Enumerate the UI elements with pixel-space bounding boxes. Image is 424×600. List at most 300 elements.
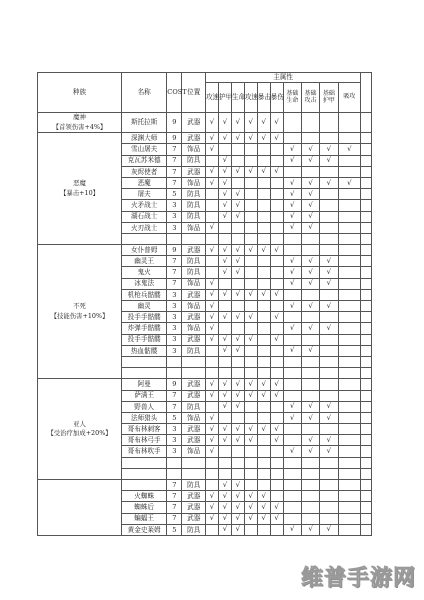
- unit-slot: 防具: [182, 480, 206, 491]
- empty-cell: [301, 491, 319, 502]
- check-mark: √: [301, 144, 319, 155]
- empty-cell: [270, 524, 283, 535]
- check-mark: √: [301, 189, 319, 200]
- empty-cell: [361, 356, 372, 367]
- unit-slot: 武器: [182, 245, 206, 256]
- check-mark: √: [218, 189, 231, 200]
- empty-cell: [244, 524, 257, 535]
- empty-cell: [257, 222, 270, 233]
- empty-cell: [320, 211, 338, 222]
- check-mark: √: [270, 379, 283, 390]
- race-bonus: 【暴击+10】: [59, 188, 100, 197]
- empty-cell: [338, 233, 361, 244]
- empty-cell: [361, 424, 372, 435]
- empty-cell: [206, 256, 219, 267]
- empty-cell: [244, 233, 257, 244]
- empty-cell: [320, 312, 338, 323]
- unit-slot: 防具: [182, 211, 206, 222]
- empty-cell: [338, 312, 361, 323]
- empty-cell: [320, 113, 338, 133]
- empty-cell: [270, 323, 283, 334]
- empty-cell: [270, 211, 283, 222]
- check-mark: √: [257, 379, 270, 390]
- check-mark: √: [206, 446, 219, 457]
- empty-cell: [206, 211, 219, 222]
- unit-cost: 3: [167, 345, 182, 356]
- empty-cell: [231, 468, 244, 479]
- empty-cell: [361, 133, 372, 144]
- check-mark: √: [218, 435, 231, 446]
- unit-name: 黄金史莱姆: [122, 524, 167, 535]
- empty-cell: [301, 390, 319, 401]
- empty-cell: [361, 468, 372, 479]
- empty-cell: [283, 379, 301, 390]
- check-mark: √: [270, 424, 283, 435]
- empty-cell: [257, 368, 270, 379]
- empty-cell: [361, 334, 372, 345]
- empty-cell: [244, 155, 257, 166]
- empty-cell: [338, 166, 361, 177]
- unit-cost: [167, 457, 182, 468]
- empty-cell: [301, 233, 319, 244]
- empty-cell: [301, 166, 319, 177]
- empty-cell: [218, 323, 231, 334]
- empty-cell: [206, 233, 219, 244]
- empty-cell: [361, 323, 372, 334]
- empty-cell: [270, 480, 283, 491]
- check-mark: √: [270, 133, 283, 144]
- check-mark: √: [231, 113, 244, 133]
- empty-cell: [244, 278, 257, 289]
- check-mark: √: [206, 323, 219, 334]
- empty-cell: [231, 222, 244, 233]
- empty-cell: [361, 189, 372, 200]
- unit-name: [122, 233, 167, 244]
- empty-cell: [301, 457, 319, 468]
- empty-cell: [218, 301, 231, 312]
- check-mark: √: [231, 211, 244, 222]
- empty-cell: [257, 480, 270, 491]
- unit-name: 哥布林吹手: [122, 446, 167, 457]
- unit-slot: 饰品: [182, 301, 206, 312]
- unit-name: 投手手骷髅: [122, 312, 167, 323]
- empty-cell: [257, 267, 270, 278]
- race-bonus: 【技能伤害+10%】: [50, 311, 109, 320]
- unit-slot: [182, 368, 206, 379]
- check-mark: √: [206, 379, 219, 390]
- empty-cell: [320, 457, 338, 468]
- check-mark: √: [301, 401, 319, 412]
- check-mark: √: [218, 524, 231, 535]
- unit-name: 鬼火: [122, 267, 167, 278]
- empty-cell: [257, 345, 270, 356]
- watermark-logo: [301, 561, 416, 592]
- empty-cell: [270, 401, 283, 412]
- unit-slot: 武器: [182, 113, 206, 133]
- check-mark: √: [206, 491, 219, 502]
- table-row: [38, 245, 372, 256]
- unit-name: 投手手骷髅: [122, 334, 167, 345]
- empty-cell: [257, 256, 270, 267]
- check-mark: √: [257, 133, 270, 144]
- empty-cell: [244, 177, 257, 188]
- unit-slot: 饰品: [182, 412, 206, 423]
- empty-cell: [257, 356, 270, 367]
- empty-cell: [361, 457, 372, 468]
- check-mark: √: [206, 435, 219, 446]
- empty-cell: [244, 401, 257, 412]
- unit-slot: 饰品: [182, 177, 206, 188]
- empty-cell: [361, 524, 372, 535]
- empty-cell: [270, 233, 283, 244]
- empty-cell: [320, 390, 338, 401]
- empty-cell: [338, 222, 361, 233]
- unit-slot: 武器: [182, 390, 206, 401]
- check-mark: √: [257, 424, 270, 435]
- empty-cell: [257, 435, 270, 446]
- unit-cost: [167, 356, 182, 367]
- empty-cell: [320, 233, 338, 244]
- check-mark: √: [270, 334, 283, 345]
- check-mark: √: [244, 113, 257, 133]
- check-mark: √: [301, 256, 319, 267]
- check-mark: √: [320, 301, 338, 312]
- empty-cell: [257, 312, 270, 323]
- empty-cell: [257, 189, 270, 200]
- empty-cell: [338, 334, 361, 345]
- empty-cell: [301, 502, 319, 513]
- empty-cell: [270, 491, 283, 502]
- check-mark: √: [231, 267, 244, 278]
- unit-cost: 9: [167, 113, 182, 133]
- header-base: 基础生命: [283, 83, 301, 113]
- unit-slot: 饰品: [182, 446, 206, 457]
- check-mark: √: [206, 390, 219, 401]
- check-mark: √: [283, 446, 301, 457]
- unit-cost: 7: [167, 177, 182, 188]
- empty-cell: [361, 513, 372, 524]
- check-mark: √: [218, 502, 231, 513]
- empty-cell: [361, 480, 372, 491]
- empty-cell: [283, 368, 301, 379]
- check-mark: √: [320, 256, 338, 267]
- empty-cell: [257, 278, 270, 289]
- unit-name: 雪山屠夫: [122, 144, 167, 155]
- watermark-text: 维普手游网: [300, 566, 416, 591]
- unit-slot: 武器: [182, 379, 206, 390]
- race-bonus: 【受治疗加成+20%】: [47, 429, 112, 438]
- empty-cell: [257, 334, 270, 345]
- check-mark: √: [231, 502, 244, 513]
- empty-cell: [338, 278, 361, 289]
- empty-cell: [338, 200, 361, 211]
- unit-cost: [167, 368, 182, 379]
- race-cell: [38, 379, 122, 480]
- empty-cell: [338, 524, 361, 535]
- check-mark: √: [338, 144, 361, 155]
- empty-cell: [257, 401, 270, 412]
- check-mark: √: [231, 513, 244, 524]
- check-mark: √: [244, 502, 257, 513]
- empty-cell: [361, 379, 372, 390]
- unit-slot: 武器: [182, 133, 206, 144]
- empty-cell: [231, 177, 244, 188]
- check-mark: √: [270, 166, 283, 177]
- empty-cell: [231, 412, 244, 423]
- check-mark: √: [283, 222, 301, 233]
- unit-slot: 防具: [182, 524, 206, 535]
- check-mark: √: [231, 245, 244, 256]
- unit-name: 哥布林刺客: [122, 424, 167, 435]
- empty-cell: [231, 155, 244, 166]
- check-mark: √: [231, 334, 244, 345]
- empty-cell: [283, 233, 301, 244]
- check-mark: √: [338, 177, 361, 188]
- unit-cost: 5: [167, 189, 182, 200]
- check-mark: √: [283, 200, 301, 211]
- check-mark: √: [218, 113, 231, 133]
- check-mark: √: [257, 166, 270, 177]
- empty-cell: [320, 502, 338, 513]
- header-base: 基础护甲: [320, 83, 338, 113]
- check-mark: √: [320, 267, 338, 278]
- unit-slot: [182, 233, 206, 244]
- check-mark: √: [320, 524, 338, 535]
- unit-name: 热血骷髅: [122, 345, 167, 356]
- check-mark: √: [257, 513, 270, 524]
- empty-cell: [270, 278, 283, 289]
- empty-cell: [270, 155, 283, 166]
- check-mark: √: [301, 267, 319, 278]
- empty-cell: [338, 368, 361, 379]
- empty-cell: [218, 356, 231, 367]
- check-mark: √: [270, 390, 283, 401]
- empty-cell: [361, 245, 372, 256]
- empty-cell: [218, 368, 231, 379]
- empty-cell: [244, 256, 257, 267]
- empty-cell: [270, 457, 283, 468]
- unit-slot: 饰品: [182, 222, 206, 233]
- unit-name: [122, 457, 167, 468]
- empty-cell: [231, 144, 244, 155]
- unit-name: 萨满王: [122, 390, 167, 401]
- empty-cell: [361, 345, 372, 356]
- unit-cost: 7: [167, 256, 182, 267]
- check-mark: √: [218, 513, 231, 524]
- check-mark: √: [270, 245, 283, 256]
- empty-cell: [320, 424, 338, 435]
- check-mark: √: [301, 323, 319, 334]
- check-mark: √: [301, 211, 319, 222]
- check-mark: √: [206, 513, 219, 524]
- check-mark: √: [218, 401, 231, 412]
- unit-cost: 3: [167, 301, 182, 312]
- empty-cell: [283, 334, 301, 345]
- unit-slot: [182, 356, 206, 367]
- empty-cell: [320, 133, 338, 144]
- empty-cell: [218, 412, 231, 423]
- unit-name: 冰鬼法: [122, 278, 167, 289]
- empty-cell: [231, 323, 244, 334]
- unit-name: 蜘蛛后: [122, 502, 167, 513]
- check-mark: √: [301, 301, 319, 312]
- check-mark: √: [206, 133, 219, 144]
- check-mark: √: [283, 412, 301, 423]
- check-mark: √: [218, 256, 231, 267]
- check-mark: √: [218, 345, 231, 356]
- check-mark: √: [206, 245, 219, 256]
- check-mark: √: [320, 401, 338, 412]
- unit-cost: 3: [167, 200, 182, 211]
- unit-name: [122, 468, 167, 479]
- table-row: [38, 113, 372, 133]
- empty-cell: [270, 256, 283, 267]
- empty-cell: [301, 356, 319, 367]
- unit-name: 恶魔: [122, 177, 167, 188]
- check-mark: √: [283, 323, 301, 334]
- unit-slot: 武器: [182, 513, 206, 524]
- check-mark: √: [301, 155, 319, 166]
- unit-name: 湖石战士: [122, 211, 167, 222]
- empty-cell: [301, 480, 319, 491]
- unit-cost: 7: [167, 401, 182, 412]
- empty-cell: [244, 222, 257, 233]
- empty-cell: [231, 457, 244, 468]
- check-mark: √: [218, 390, 231, 401]
- check-mark: √: [301, 446, 319, 457]
- header-extra: [361, 73, 372, 113]
- check-mark: √: [218, 334, 231, 345]
- empty-cell: [283, 356, 301, 367]
- check-mark: √: [244, 491, 257, 502]
- unit-cost: 7: [167, 513, 182, 524]
- empty-cell: [301, 513, 319, 524]
- empty-cell: [338, 513, 361, 524]
- check-mark: √: [320, 412, 338, 423]
- race-name: 魔神: [73, 113, 86, 121]
- check-mark: √: [283, 155, 301, 166]
- race-name: 亚人: [73, 419, 86, 428]
- empty-cell: [218, 222, 231, 233]
- check-mark: √: [301, 345, 319, 356]
- empty-cell: [257, 412, 270, 423]
- empty-cell: [244, 368, 257, 379]
- table-body: [38, 73, 372, 536]
- check-mark: √: [244, 513, 257, 524]
- check-mark: √: [206, 424, 219, 435]
- empty-cell: [283, 289, 301, 300]
- empty-cell: [244, 189, 257, 200]
- empty-cell: [270, 144, 283, 155]
- check-mark: √: [206, 166, 219, 177]
- empty-cell: [270, 446, 283, 457]
- empty-cell: [338, 468, 361, 479]
- empty-cell: [231, 278, 244, 289]
- check-mark: √: [257, 491, 270, 502]
- empty-cell: [244, 200, 257, 211]
- empty-cell: [361, 177, 372, 188]
- check-mark: √: [231, 424, 244, 435]
- check-mark: √: [244, 245, 257, 256]
- unit-name: 炸弹手骷髅: [122, 323, 167, 334]
- unit-name: 女仆普姆: [122, 245, 167, 256]
- empty-cell: [244, 301, 257, 312]
- empty-cell: [244, 144, 257, 155]
- empty-cell: [206, 524, 219, 535]
- check-mark: √: [257, 390, 270, 401]
- race-cell: [38, 245, 122, 379]
- check-mark: √: [283, 256, 301, 267]
- check-mark: √: [206, 412, 219, 423]
- empty-cell: [361, 113, 372, 133]
- check-mark: √: [320, 323, 338, 334]
- empty-cell: [206, 480, 219, 491]
- empty-cell: [338, 289, 361, 300]
- unit-slot: 武器: [182, 491, 206, 502]
- check-mark: √: [320, 446, 338, 457]
- empty-cell: [218, 278, 231, 289]
- empty-cell: [320, 166, 338, 177]
- check-mark: √: [257, 113, 270, 133]
- check-mark: √: [320, 435, 338, 446]
- unit-slot: 防具: [182, 345, 206, 356]
- check-mark: √: [244, 312, 257, 323]
- empty-cell: [218, 233, 231, 244]
- empty-cell: [206, 189, 219, 200]
- unit-cost: 3: [167, 222, 182, 233]
- check-mark: √: [218, 177, 231, 188]
- check-mark: √: [320, 177, 338, 188]
- empty-cell: [338, 133, 361, 144]
- empty-cell: [244, 211, 257, 222]
- check-mark: √: [231, 312, 244, 323]
- empty-cell: [257, 524, 270, 535]
- empty-cell: [338, 189, 361, 200]
- empty-cell: [320, 289, 338, 300]
- empty-cell: [338, 502, 361, 513]
- unit-cost: 3: [167, 446, 182, 457]
- empty-cell: [361, 222, 372, 233]
- check-mark: √: [231, 345, 244, 356]
- check-mark: √: [218, 166, 231, 177]
- empty-cell: [206, 155, 219, 166]
- check-mark: √: [244, 424, 257, 435]
- unit-name: 哥布林弓手: [122, 435, 167, 446]
- empty-cell: [338, 435, 361, 446]
- check-mark: √: [206, 113, 219, 133]
- check-mark: √: [257, 502, 270, 513]
- empty-cell: [244, 480, 257, 491]
- unit-cost: 7: [167, 278, 182, 289]
- empty-cell: [361, 446, 372, 457]
- unit-slot: 防具: [182, 401, 206, 412]
- unit-cost: 7: [167, 491, 182, 502]
- unit-slot: 武器: [182, 424, 206, 435]
- check-mark: √: [218, 200, 231, 211]
- unit-name: 蝙蝠王: [122, 513, 167, 524]
- empty-cell: [320, 222, 338, 233]
- empty-cell: [301, 368, 319, 379]
- unit-cost: [167, 233, 182, 244]
- unit-name: [122, 368, 167, 379]
- empty-cell: [320, 189, 338, 200]
- empty-cell: [257, 468, 270, 479]
- empty-cell: [338, 356, 361, 367]
- check-mark: √: [283, 401, 301, 412]
- unit-slot: 武器: [182, 435, 206, 446]
- empty-cell: [244, 356, 257, 367]
- check-mark: √: [270, 289, 283, 300]
